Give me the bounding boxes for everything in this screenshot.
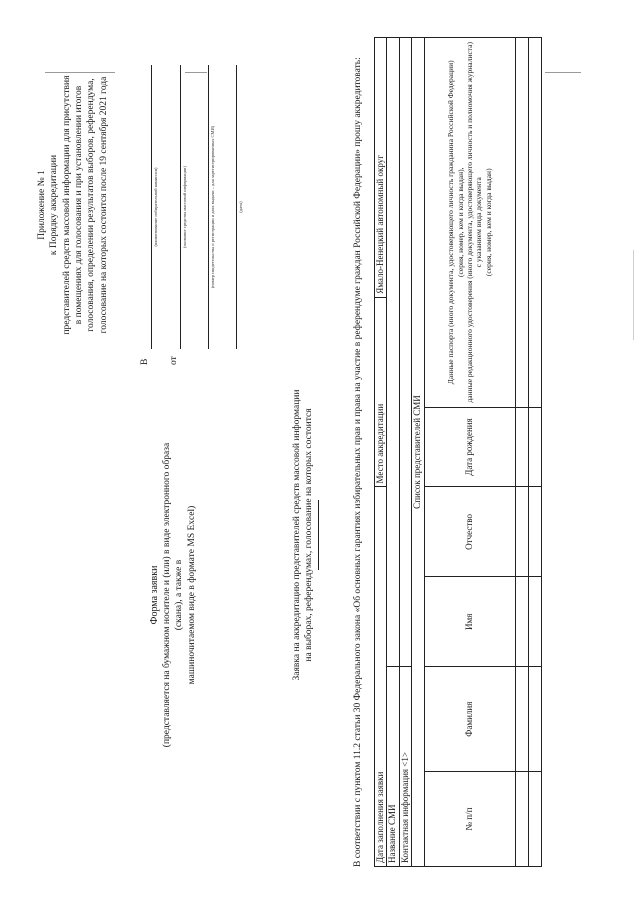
date-block xyxy=(224,65,244,365)
table-row xyxy=(515,38,528,867)
appendix-line: голосование на которых состоится после 19 сентября 2021 года xyxy=(98,76,109,334)
col-documents-press-id: данные редакционного удостоверения (иного документа, удостоверяющего личность и полномочия журналиста) с указанием вида документа xyxy=(465,42,484,403)
table-row xyxy=(387,38,399,867)
accreditation-place-label: Место аккредитации xyxy=(375,297,387,487)
media-name-label: Название СМИ xyxy=(387,667,399,867)
contact-info-label: Контактная информация <1> xyxy=(399,667,411,867)
col-documents xyxy=(424,38,515,408)
appendix-header xyxy=(36,55,110,355)
col-documents-press-id-note: (серия, номер, кем и когда выдан) xyxy=(483,168,493,277)
appendix-line: голосования, определении результатов выборов, референдума, xyxy=(86,78,97,332)
col-surname: Фамилия xyxy=(424,667,515,772)
registration-caption: (номер свидетельства о регистрации и дата выдачи – для зарегистрированных СМИ) xyxy=(210,125,215,289)
sender-caption: (название средства массовой информации) xyxy=(182,166,187,248)
request-underline xyxy=(318,500,319,570)
request-title-block xyxy=(291,365,319,705)
table-row xyxy=(375,38,387,867)
rotated-document-page xyxy=(36,25,601,885)
form-title: Форма заявки xyxy=(149,565,160,625)
appendix-line: Приложение № 1 xyxy=(37,170,47,240)
sender-line xyxy=(168,65,181,349)
addressee-block xyxy=(139,65,159,365)
appendix-line: представителей средств массовой информации для присутствия xyxy=(61,75,72,335)
table-row xyxy=(399,38,411,867)
addressee-prefix: В xyxy=(140,358,151,365)
accreditation-table xyxy=(374,37,542,867)
date-filled-label: Дата заполнения заявки xyxy=(375,487,387,867)
representatives-list-title: Список представителей СМИ xyxy=(411,38,424,867)
sender-prefix: от xyxy=(169,356,180,365)
table-row xyxy=(411,38,424,867)
request-paragraph: В соответствии с пунктом 11.2 статьи 30 Федерального закона «Об основных гарантиях избирательных прав и права на участие в референдуме граждан Российской Федерации» прошу аккредитовать: xyxy=(353,57,363,867)
col-name: Имя xyxy=(424,577,515,667)
registration-block xyxy=(196,65,216,365)
request-line: Заявка на аккредитацию представителей средств массовой информации xyxy=(292,389,302,681)
request-line: на выборах, референдумах, голосование на которых состоится xyxy=(304,408,315,662)
addressee-caption: (наименование избирательной комиссии) xyxy=(153,167,158,247)
date-caption: (дата) xyxy=(238,201,243,213)
col-birthdate: Дата рождения xyxy=(424,407,515,487)
form-title-block xyxy=(148,435,198,755)
appendix-line: к Порядку аккредитации xyxy=(49,154,60,256)
date-line xyxy=(224,65,237,349)
form-subtitle-line: машиночитаемом виде в формате MS Excel) xyxy=(186,505,197,685)
col-number: № п/п xyxy=(424,772,515,867)
appendix-line: в помещениях для голосования и при установлении итогов xyxy=(74,85,85,325)
scan-edge xyxy=(633,250,634,340)
table-header-row xyxy=(424,38,515,867)
col-patronymic: Отчество xyxy=(424,487,515,577)
addressee-line xyxy=(139,65,152,349)
media-name-value xyxy=(387,38,399,667)
registration-line xyxy=(196,65,209,349)
accreditation-place-value: Ямало-Ненецкий автономный округ xyxy=(375,38,387,298)
table-row xyxy=(528,38,541,867)
sender-block xyxy=(168,65,188,365)
contact-info-value xyxy=(399,38,411,667)
form-subtitle-line: (представляется на бумажном носителе и (или) в виде электронного образа (скана), а также в xyxy=(162,442,185,748)
col-documents-passport-note: (серия, номер, кем и когда выдан), xyxy=(455,167,465,278)
col-documents-passport: Данные паспорта (иного документа, удостоверяющего личность гражданина Российской Федерации) xyxy=(446,60,456,385)
